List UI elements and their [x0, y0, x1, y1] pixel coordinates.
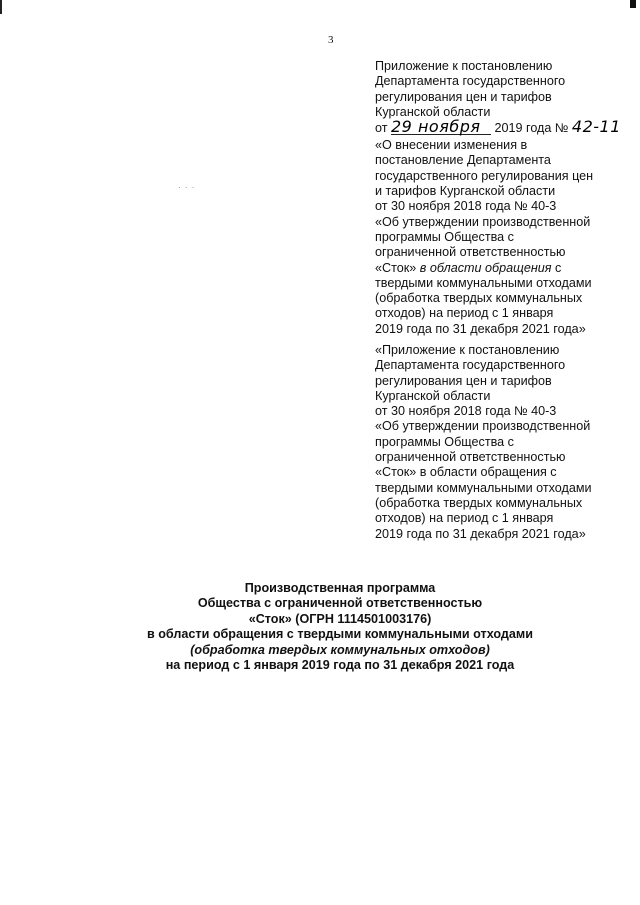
stok-suffix: с: [551, 260, 562, 275]
date-year: 2019 года №: [494, 121, 569, 136]
appendix-old-heading: [375, 343, 620, 542]
appendix-line: «Об утверждении производственной: [375, 419, 591, 434]
appendix-line: «Сток» в области обращения с: [375, 465, 557, 480]
appendix-line: Департамента государственного: [375, 74, 566, 89]
stok-italic-phrase: в области обращения: [416, 260, 552, 275]
appendix-line: Приложение к постановлению: [375, 59, 553, 73]
decree-date-line: [375, 117, 621, 138]
appendix-line: (обработка твердых коммунальных: [375, 291, 583, 306]
scan-corner-mark: [630, 0, 636, 8]
appendix-line: «Приложение к постановлению: [375, 343, 560, 357]
stok-name: «Сток»: [375, 260, 417, 275]
appendix-line: от 30 ноября 2018 года № 40-3: [375, 199, 557, 214]
appendix-line: и тарифов Курганской области: [375, 184, 556, 199]
appendix-line: Курганской области: [375, 388, 491, 403]
scan-edge-mark: [0, 0, 2, 14]
handwritten-date: 29 ноября: [391, 120, 491, 135]
appendix-line: Департамента государственного: [375, 358, 566, 373]
appendix-line: от 30 ноября 2018 года № 40-3: [375, 404, 557, 419]
appendix-line: отходов) на период с 1 января: [375, 511, 554, 526]
title-line: Общества с ограниченной ответственностью: [197, 596, 483, 611]
appendix-line: твердыми коммунальными отходами: [375, 480, 592, 495]
handwritten-number: 42-11: [571, 117, 621, 137]
title-line: «Сток» (ОГРН 1114501003176): [248, 611, 432, 626]
title-line: Производственная программа: [244, 581, 436, 595]
title-line-italic: (обработка твердых коммунальных отходов): [190, 642, 490, 657]
date-prefix: от: [375, 121, 388, 136]
appendix-line: твердыми коммунальными отходами: [375, 275, 592, 290]
appendix-line: программы Общества с: [375, 434, 514, 449]
appendix-line: постановление Департамента: [375, 153, 551, 168]
appendix-line: «Об утверждении производственной: [375, 214, 591, 229]
appendix-line: регулирования цен и тарифов: [375, 373, 552, 388]
page-number: 3: [328, 34, 334, 46]
appendix-line: 2019 года по 31 декабря 2021 года»: [375, 321, 586, 336]
appendix-line: «О внесении изменения в: [375, 138, 528, 153]
title-line: на период с 1 января 2019 года по 31 декабря 2021 года: [165, 658, 515, 673]
appendix-line-stok: [375, 261, 620, 276]
appendix-line: (обработка твердых коммунальных: [375, 495, 583, 510]
appendix-new-heading: [375, 59, 620, 337]
appendix-line: отходов) на период с 1 января: [375, 306, 554, 321]
appendix-line: 2019 года по 31 декабря 2021 года»: [375, 526, 586, 541]
appendix-line: ограниченной ответственностью: [375, 245, 566, 260]
appendix-line: программы Общества с: [375, 229, 514, 244]
appendix-line: регулирования цен и тарифов: [375, 89, 552, 104]
appendix-line: государственного регулирования цен: [375, 168, 594, 183]
appendix-line: ограниченной ответственностью: [375, 450, 566, 465]
title-line: в области обращения с твердыми коммунальными отходами: [147, 627, 533, 642]
document-title: [80, 581, 600, 673]
scan-speck: · · ·: [178, 183, 196, 192]
appendix-line: Курганской области: [375, 104, 491, 119]
